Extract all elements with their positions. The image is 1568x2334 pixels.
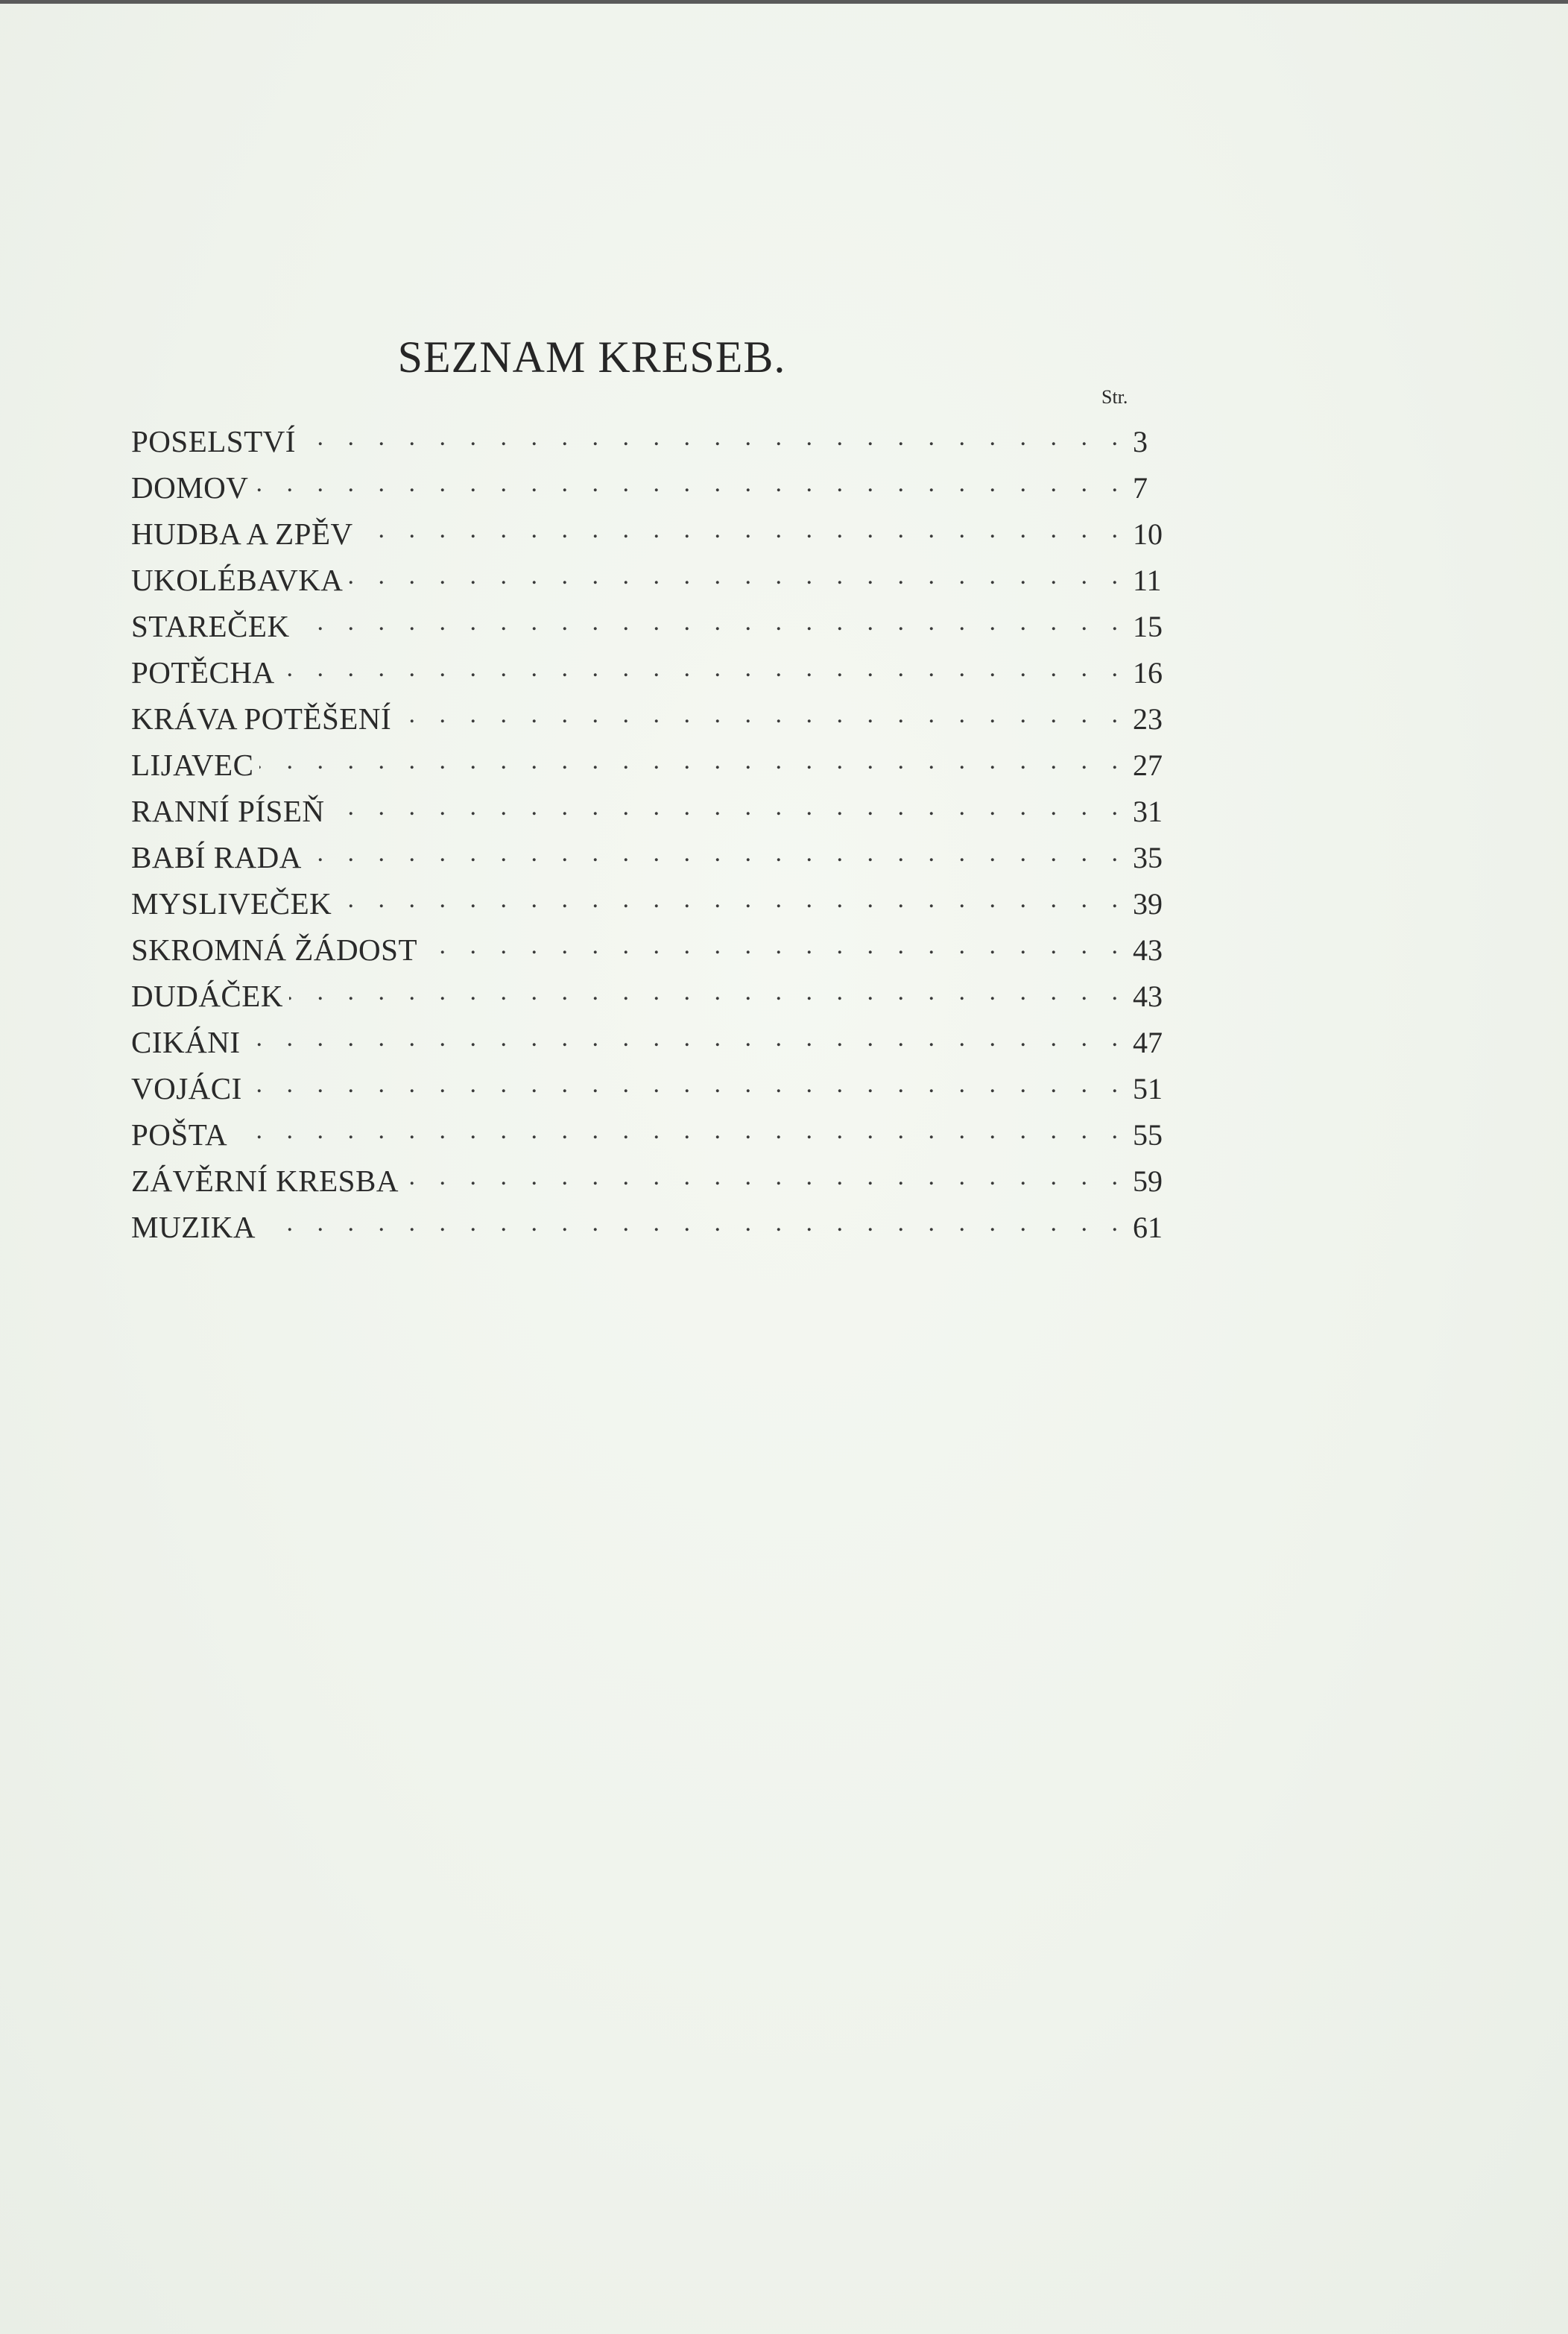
toc-entry [131, 652, 1163, 698]
toc-entry-title: HUDBA A ZPĚV [131, 517, 353, 551]
toc-entry-title: MYSLIVEČEK [131, 886, 332, 921]
toc-entry-page-number: 31 [1133, 795, 1163, 828]
dot-leader [331, 791, 1128, 821]
toc-entry [131, 606, 1163, 652]
toc-entry [131, 1207, 1163, 1253]
toc-entry [131, 1022, 1163, 1068]
toc-entry-page-number: 3 [1133, 425, 1148, 458]
page-title: SEZNAM KRESEB. [397, 332, 786, 382]
toc-entry-title: RANNÍ PÍSEŇ [131, 794, 325, 828]
toc-entry-title: POSELSTVÍ [131, 424, 296, 458]
toc-entry-title: ZÁVĚRNÍ KRESBA [131, 1164, 399, 1198]
dot-leader [397, 698, 1127, 729]
dot-leader [308, 837, 1127, 868]
dot-leader [349, 560, 1127, 590]
toc-entry-title: BABÍ RADA [131, 840, 302, 874]
toc-entry-page-number: 7 [1133, 471, 1148, 505]
dot-leader [338, 883, 1127, 914]
toc-entry [131, 1114, 1163, 1161]
dot-leader [262, 1207, 1127, 1237]
toc-entry-title: KRÁVA POTĚŠENÍ [131, 701, 392, 736]
toc-entry-title: UKOLÉBAVKA [131, 563, 344, 597]
toc-entry [131, 1161, 1163, 1207]
dot-leader [405, 1161, 1127, 1191]
dot-leader [423, 930, 1127, 960]
toc-entry-page-number: 51 [1133, 1072, 1163, 1106]
table-of-contents [131, 421, 1163, 1253]
toc-entry-page-number: 35 [1133, 841, 1163, 874]
toc-entry [131, 698, 1163, 745]
dot-leader [296, 606, 1127, 637]
toc-entry-title: SKROMNÁ ŽÁDOST [131, 933, 418, 967]
toc-entry-title: LIJAVEC [131, 748, 254, 782]
dot-leader [281, 652, 1127, 683]
toc-entry-page-number: 39 [1133, 887, 1163, 921]
toc-entry-title: VOJÁCI [131, 1071, 242, 1106]
dot-leader [359, 514, 1127, 544]
toc-entry-page-number: 10 [1133, 517, 1163, 551]
page-top-edge [0, 0, 1568, 4]
dot-leader [248, 1068, 1127, 1099]
toc-entry-title: MUZIKA [131, 1210, 256, 1244]
toc-entry-title: POTĚCHA [131, 655, 275, 690]
toc-entry [131, 421, 1163, 467]
toc-entry [131, 791, 1163, 837]
toc-entry-title: POŠTA [131, 1117, 228, 1152]
toc-entry [131, 976, 1163, 1022]
toc-entry [131, 745, 1163, 791]
toc-entry-page-number: 16 [1133, 656, 1163, 690]
toc-entry-page-number: 59 [1133, 1164, 1163, 1198]
toc-entry-title: DUDÁČEK [131, 979, 283, 1013]
toc-entry [131, 467, 1163, 514]
dot-leader [259, 745, 1127, 775]
toc-entry [131, 930, 1163, 976]
toc-entry-page-number: 61 [1133, 1211, 1163, 1244]
page-column-label: Str. [1101, 386, 1128, 408]
toc-entry-page-number: 15 [1133, 610, 1163, 643]
toc-entry [131, 883, 1163, 930]
toc-entry [131, 560, 1163, 606]
toc-entry-title: CIKÁNI [131, 1025, 241, 1059]
toc-entry [131, 837, 1163, 883]
toc-entry [131, 1068, 1163, 1114]
toc-entry [131, 514, 1163, 560]
toc-entry-page-number: 47 [1133, 1026, 1163, 1059]
dot-leader [246, 1022, 1127, 1053]
toc-entry-title: DOMOV [131, 470, 249, 505]
toc-entry-page-number: 55 [1133, 1118, 1163, 1152]
toc-entry-page-number: 43 [1133, 933, 1163, 967]
toc-entry-title: STAREČEK [131, 609, 290, 643]
toc-entry-page-number: 27 [1133, 748, 1163, 782]
toc-entry-page-number: 23 [1133, 702, 1163, 736]
dot-leader [254, 467, 1127, 498]
dot-leader [289, 976, 1127, 1006]
dot-leader [233, 1114, 1127, 1145]
toc-entry-page-number: 43 [1133, 980, 1163, 1013]
toc-entry-page-number: 11 [1133, 564, 1162, 597]
dot-leader [302, 421, 1127, 452]
